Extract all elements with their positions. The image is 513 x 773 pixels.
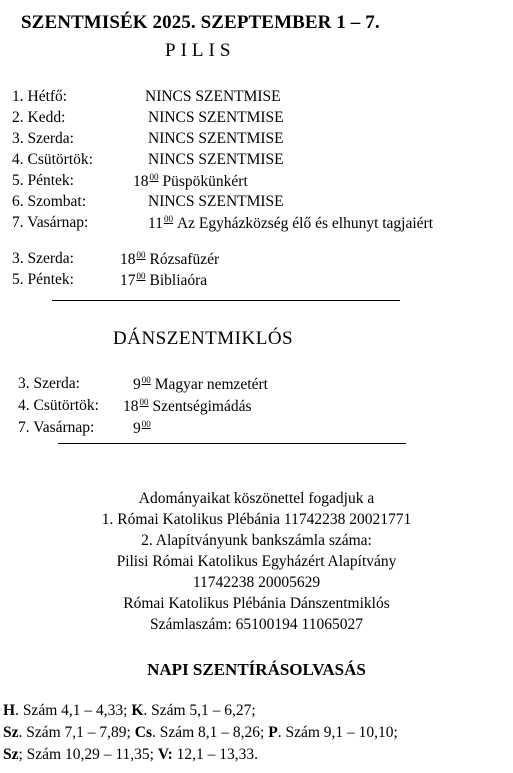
schedule-day: 4. Csütörtök: bbox=[18, 397, 99, 414]
day-abbrev: P bbox=[268, 724, 278, 741]
schedule-day: 6. Szombat: bbox=[12, 193, 87, 210]
schedule-day: 7. Vasárnap: bbox=[12, 214, 89, 231]
schedule-entry bbox=[133, 419, 155, 438]
schedule-entry bbox=[123, 397, 252, 416]
mass-time: 18 bbox=[133, 173, 149, 190]
schedule-day: 3. Szerda: bbox=[12, 250, 74, 267]
schedule-day: 5. Péntek: bbox=[12, 271, 74, 288]
schedule-entry bbox=[120, 250, 219, 269]
donation-line: Római Katolikus Plébánia Dánszentmiklós bbox=[123, 595, 390, 612]
mass-time: 9 bbox=[133, 420, 141, 437]
mass-time: 11 bbox=[148, 215, 163, 232]
mass-time-minutes: 00 bbox=[141, 419, 151, 429]
reading-ref: . Szám 8,1 – 8,26; bbox=[151, 724, 269, 741]
donation-line: Adományaikat köszönettel fogadjuk a bbox=[138, 490, 375, 507]
day-abbrev: Cs bbox=[134, 724, 152, 741]
reading-ref: . Szám 9,1 – 10,10; bbox=[277, 724, 398, 741]
schedule-text: NINCS SZENTMISE bbox=[148, 130, 284, 147]
donation-line: 11742238 20005629 bbox=[192, 574, 321, 591]
donation-line: Pilisi Római Katolikus Egyházért Alapítvány bbox=[116, 553, 397, 570]
mass-intention: Püspökünkért bbox=[162, 173, 248, 190]
schedule-day: 2. Kedd: bbox=[12, 109, 66, 126]
reading-line bbox=[3, 724, 398, 742]
event-time-minutes: 00 bbox=[136, 250, 146, 260]
mass-time-minutes: 00 bbox=[149, 172, 159, 182]
schedule-entry bbox=[120, 271, 207, 290]
mass-time: 9 bbox=[133, 376, 141, 393]
schedule-day: 1. Hétfő: bbox=[12, 88, 68, 105]
schedule-entry bbox=[133, 172, 248, 191]
mass-intention: Magyar nemzetért bbox=[154, 376, 268, 393]
reading-ref: . Szám 4,1 – 4,33; bbox=[15, 702, 132, 719]
schedule-entry bbox=[148, 214, 433, 233]
event-name: Bibliaóra bbox=[149, 272, 208, 289]
event-time: 18 bbox=[120, 251, 136, 268]
schedule-day: 5. Péntek: bbox=[12, 172, 74, 189]
reading-ref: . Szám 7,1 – 7,89; bbox=[18, 724, 135, 741]
parish-name-pilis: PILIS bbox=[165, 40, 236, 61]
section-divider bbox=[52, 300, 400, 301]
schedule-day: 3. Szerda: bbox=[12, 130, 74, 147]
donation-line: 1. Római Katolikus Plébánia 11742238 20021771 bbox=[101, 511, 412, 528]
mass-intention: Szentségimádás bbox=[152, 398, 252, 415]
donation-line: 2. Alapítványunk bankszámla száma: bbox=[141, 532, 372, 549]
day-abbrev: Sz bbox=[3, 746, 19, 763]
donation-line: Számlaszám: 65100194 11065027 bbox=[150, 616, 363, 633]
schedule-day: 3. Szerda: bbox=[18, 375, 80, 392]
mass-time-minutes: 00 bbox=[163, 214, 173, 224]
reading-line bbox=[3, 702, 256, 720]
event-time-minutes: 00 bbox=[136, 271, 146, 281]
mass-time-minutes: 00 bbox=[141, 375, 151, 385]
schedule-text: NINCS SZENTMISE bbox=[148, 109, 284, 126]
schedule-day: 7. Vasárnap: bbox=[18, 419, 95, 436]
event-time: 17 bbox=[120, 272, 136, 289]
schedule-day: 4. Csütörtök: bbox=[12, 151, 93, 168]
mass-time: 18 bbox=[123, 398, 139, 415]
event-name: Rózsafüzér bbox=[149, 251, 220, 268]
readings-title: NAPI SZENTÍRÁSOLVASÁS bbox=[147, 660, 366, 679]
section-divider bbox=[58, 443, 406, 444]
day-abbrev: V: bbox=[157, 746, 173, 763]
mass-time-minutes: 00 bbox=[139, 397, 149, 407]
reading-ref: ; Szám 10,29 – 11,35; bbox=[18, 746, 158, 763]
parish-name-danszentmiklos: DÁNSZENTMIKLÓS bbox=[113, 328, 294, 349]
day-abbrev: K bbox=[131, 702, 144, 719]
reading-ref: 12,1 – 13,33. bbox=[172, 746, 259, 763]
schedule-entry bbox=[133, 375, 268, 394]
schedule-text: NINCS SZENTMISE bbox=[148, 151, 284, 168]
day-abbrev: Sz bbox=[3, 724, 19, 741]
day-abbrev: H bbox=[3, 702, 16, 719]
reading-ref: . Szám 5,1 – 6,27; bbox=[143, 702, 256, 719]
reading-line bbox=[3, 746, 258, 764]
schedule-text: NINCS SZENTMISE bbox=[145, 88, 281, 105]
mass-intention: Az Egyházközség élő és elhunyt tagjaiért bbox=[176, 215, 434, 232]
schedule-text: NINCS SZENTMISE bbox=[148, 193, 284, 210]
page-title: SZENTMISÉK 2025. SZEPTEMBER 1 – 7. bbox=[21, 12, 380, 33]
